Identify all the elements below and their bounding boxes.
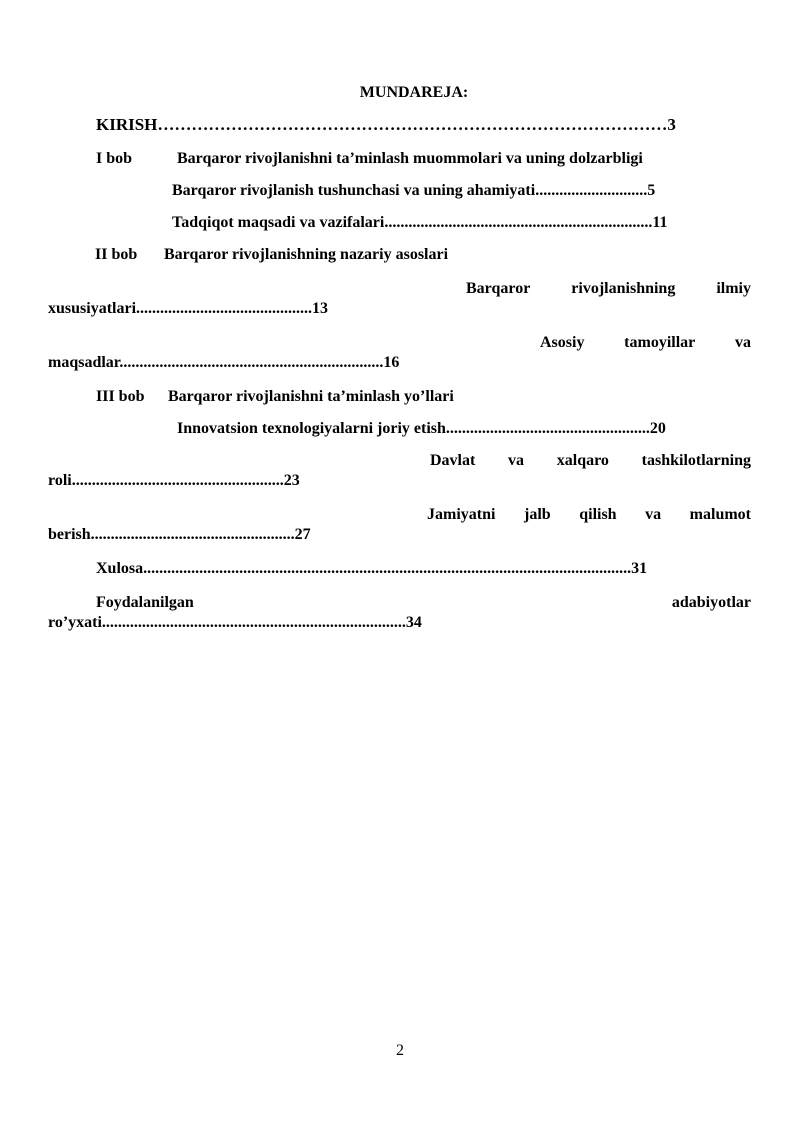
toc-word: Barqaror	[466, 280, 531, 297]
toc-chapter-1-title: Barqaror rivojlanishni ta’minlash muommolari va uning dolzarbligi	[177, 150, 643, 167]
toc-entry-1-2: Tadqiqot maqsadi va vazifalari...................................................................11	[172, 214, 668, 231]
toc-word: ilmiy	[716, 280, 751, 297]
toc-word: Foydalanilgan	[96, 594, 194, 611]
toc-entry-2-2-line2: maqsadlar..................................................................16	[48, 354, 400, 371]
toc-word: malumot	[689, 506, 751, 523]
toc-word: xalqaro	[556, 452, 609, 469]
toc-chapter-3-title: Barqaror rivojlanishni ta’minlash yo’llari	[168, 388, 454, 405]
toc-entry-3-3-line2: berish...................................................27	[48, 526, 311, 543]
toc-entry-2-2-line1	[540, 333, 751, 353]
toc-entry-kirish: KIRISH………………………………………………………………………………3	[96, 115, 676, 134]
toc-word: qilish	[579, 506, 617, 523]
toc-word: va	[734, 334, 751, 351]
toc-entry-3-2-line2: roli.....................................................23	[48, 472, 300, 489]
toc-word: Davlat	[430, 452, 476, 469]
toc-word: tamoyillar	[624, 334, 696, 351]
toc-entry-xulosa: Xulosa..........................................................................................................................31	[96, 560, 648, 577]
toc-entry-references-line1	[96, 593, 751, 613]
toc-entry-1-1: Barqaror rivojlanish tushunchasi va uning ahamiyati............................5	[172, 182, 656, 199]
toc-entry-references-line2: ro’yxati............................................................................34	[48, 614, 422, 631]
toc-word: adabiyotlar	[671, 594, 751, 611]
toc-chapter-1-label: I bob	[96, 150, 133, 167]
document-title: MUNDAREJA:	[359, 84, 469, 101]
toc-word: jalb	[524, 506, 551, 523]
toc-word: rivojlanishning	[571, 280, 676, 297]
toc-word: va	[645, 506, 662, 523]
toc-entry-3-3-line1	[427, 505, 751, 525]
toc-word: Jamiyatni	[427, 506, 496, 523]
toc-entry-2-1-line1	[466, 279, 751, 299]
toc-chapter-2-title: Barqaror rivojlanishning nazariy asoslari	[164, 246, 449, 263]
toc-chapter-3-label: III bob	[96, 388, 145, 405]
page-number: 2	[396, 1042, 404, 1059]
toc-word: tashkilotlarning	[641, 452, 751, 469]
toc-word: va	[508, 452, 525, 469]
toc-entry-3-1: Innovatsion texnologiyalarni joriy etish...................................................20	[177, 420, 666, 437]
toc-entry-3-2-line1	[430, 451, 751, 471]
toc-entry-2-1-line2: xususiyatlari............................................13	[48, 300, 329, 317]
toc-chapter-2-label: II bob	[95, 246, 138, 263]
toc-word: Asosiy	[540, 334, 585, 351]
